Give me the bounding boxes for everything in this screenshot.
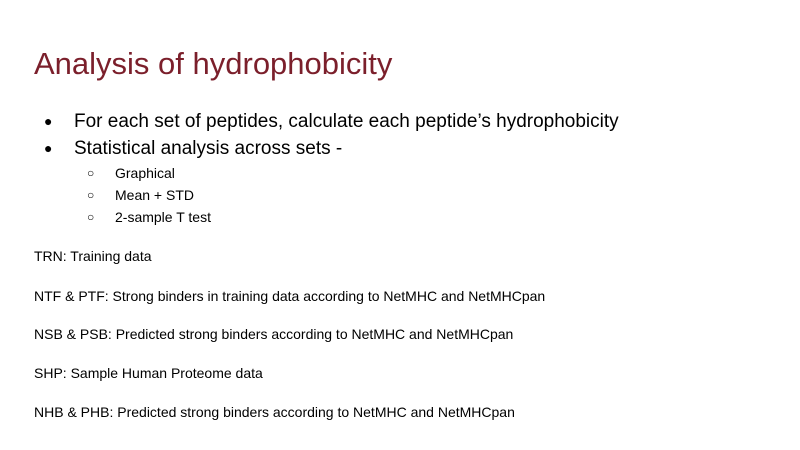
bullet-text: For each set of peptides, calculate each peptide’s hydrophobicity xyxy=(74,111,619,132)
bullet-dot-icon: ● xyxy=(44,140,53,156)
bullet-item xyxy=(40,135,619,162)
note-shp: SHP: Sample Human Proteome data xyxy=(34,365,263,381)
note-nsb-psb: NSB & PSB: Predicted strong binders according to NetMHC and NetMHCpan xyxy=(34,326,514,342)
sub-bullet-list xyxy=(40,162,619,228)
slide-title: Analysis of hydrophobicity xyxy=(34,46,393,81)
bullet-dot-icon: ● xyxy=(44,113,53,129)
note-nhb-phb: NHB & PHB: Predicted strong binders according to NetMHC and NetMHCpan xyxy=(34,404,515,420)
sub-bullet-ring-icon: ○ xyxy=(87,166,95,180)
sub-bullet-text: Mean + STD xyxy=(115,187,194,203)
bullet-item xyxy=(40,108,619,135)
sub-bullet-item xyxy=(40,162,619,184)
sub-bullet-text: Graphical xyxy=(115,165,175,181)
sub-bullet-ring-icon: ○ xyxy=(87,210,95,224)
note-ntf-ptf: NTF & PTF: Strong binders in training data according to NetMHC and NetMHCpan xyxy=(34,288,546,304)
bullet-list xyxy=(40,108,619,228)
sub-bullet-group xyxy=(40,162,619,228)
note-trn: TRN: Training data xyxy=(34,248,152,264)
sub-bullet-item xyxy=(40,206,619,228)
sub-bullet-item xyxy=(40,184,619,206)
sub-bullet-text: 2-sample T test xyxy=(115,209,211,225)
bullet-text: Statistical analysis across sets - xyxy=(74,138,343,159)
sub-bullet-ring-icon: ○ xyxy=(87,188,95,202)
